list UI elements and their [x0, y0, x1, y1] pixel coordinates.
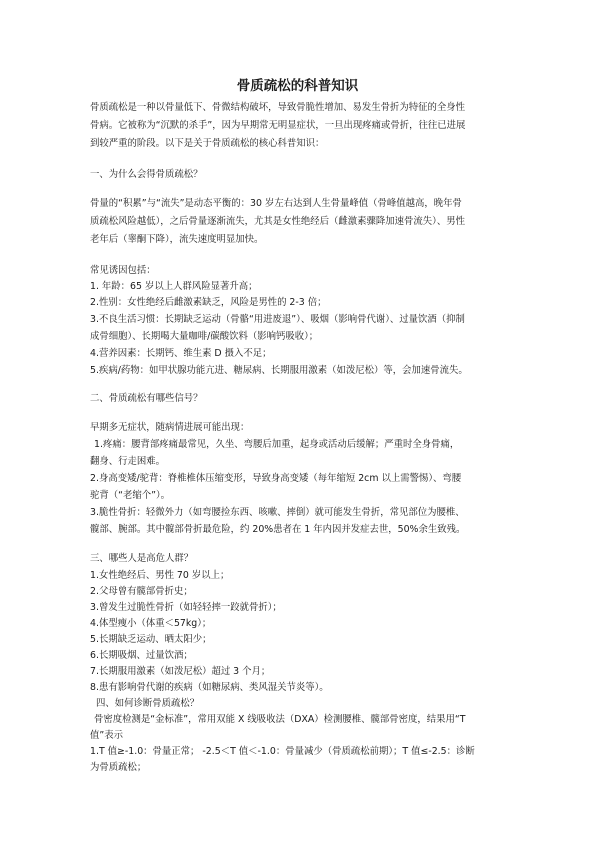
list-item: 1.女性绝经后、男性 70 岁以上； — [90, 570, 230, 581]
section-heading-4: 四、如何诊断骨质疏松？ — [96, 698, 200, 709]
list-intro: 常见诱因包括： — [90, 265, 156, 276]
list-item: 3.曾发生过脆性骨折（如轻轻摔一跤就骨折）； — [90, 602, 282, 613]
list-item: 5.疾病/药物：如甲状腺功能亢进、糖尿病、长期服用激素（如泼尼松）等，会加速骨流失。 — [90, 365, 468, 376]
paragraph-line: 骨密度检测是“金标准”，常用双能 X 线吸收法（DXA）检测腰椎、髋部骨密度，结果用“T — [94, 714, 466, 725]
section-heading-1: 一、为什么会得骨质疏松？ — [90, 169, 203, 180]
list-item-continued: 翻身、行走困难。 — [90, 456, 166, 467]
list-item: 1. 年龄：65 岁以上人群风险显著升高； — [90, 281, 258, 292]
list-item: 1.T 值≥-1.0：骨量正常； -2.5＜T 值＜-1.0：骨量减少（骨质疏松前期）；T 值≤-2.5：诊断 — [90, 746, 475, 757]
list-item: 3.不良生活习惯：长期缺乏运动（骨骼“用进废退”）、吸烟（影响骨代谢）、过量饮酒（抑制 — [90, 314, 465, 325]
list-item: 1.疼痛：腰背部疼痛最常见，久坐、弯腰后加重，起身或活动后缓解；严重时全身骨痛， — [94, 439, 460, 450]
list-item: 3.脆性骨折：轻微外力（如弯腰捡东西、咳嗽、摔倒）就可能发生骨折，常见部位为腰椎、 — [90, 507, 465, 518]
intro-line: 骨病。它被称为“沉默的杀手”，因为早期常无明显症状，一旦出现疼痛或骨折，往往已进展 — [90, 120, 466, 131]
list-item-continued: 为骨质疏松； — [90, 762, 147, 773]
section-heading-3: 三、哪些人是高危人群？ — [90, 553, 194, 564]
list-item: 6.长期吸烟、过量饮酒； — [90, 650, 193, 661]
list-item-continued: 髋部、腕部。其中髋部骨折最危险，约 20%患者在 1 年内因并发症去世，50%余生致残。 — [90, 524, 466, 535]
list-item: 7.长期服用激素（如泼尼松）超过 3 个月； — [90, 666, 271, 677]
list-item: 2.身高变矮/驼背：脊椎椎体压缩变形，导致身高变矮（每年缩短 2cm 以上需警惕）、弯腰 — [90, 473, 462, 484]
paragraph-line: 值”表示 — [90, 730, 123, 741]
paragraph-line: 早期多无症状，随病情进展可能出现： — [90, 422, 250, 433]
paragraph-line: 骨量的“积累”与“流失”是动态平衡的：30 岁左右达到人生骨量峰值（骨峰值越高，晚年骨 — [90, 198, 462, 209]
list-item-continued: 成骨细胞）、长期喝大量咖啡/碳酸饮料（影响钙吸收）； — [90, 331, 319, 342]
list-item: 4.体型瘦小（体重＜57kg）； — [90, 618, 212, 629]
intro-line: 骨质疏松是一种以骨量低下、骨微结构破坏，导致骨脆性增加、易发生骨折为特征的全身性 — [90, 102, 466, 113]
document-title: 骨质疏松的科普知识 — [236, 78, 359, 94]
list-item: 5.长期缺乏运动、晒太阳少； — [90, 634, 212, 645]
intro-line: 到较严重的阶段。以下是关于骨质疏松的核心科普知识： — [90, 138, 325, 149]
list-item: 4.营养因素：长期钙、维生素 D 摄入不足； — [90, 348, 272, 359]
list-item: 2.性别：女性绝经后雌激素缺乏，风险是男性的 2-3 倍； — [90, 297, 327, 308]
list-item-continued: 驼背（“老缩个”）。 — [90, 490, 171, 501]
paragraph-line: 质疏松风险越低），之后骨量逐渐流失，尤其是女性绝经后（雌激素骤降加速骨流失）、男性 — [90, 216, 465, 227]
paragraph-line: 老年后（睾酮下降），流失速度明显加快。 — [90, 234, 264, 245]
section-heading-2: 二、骨质疏松有哪些信号？ — [90, 393, 203, 404]
list-item: 8.患有影响骨代谢的疾病（如糖尿病、类风湿关节炎等）。 — [90, 682, 329, 693]
list-item: 2.父母曾有髋部骨折史； — [90, 586, 193, 597]
